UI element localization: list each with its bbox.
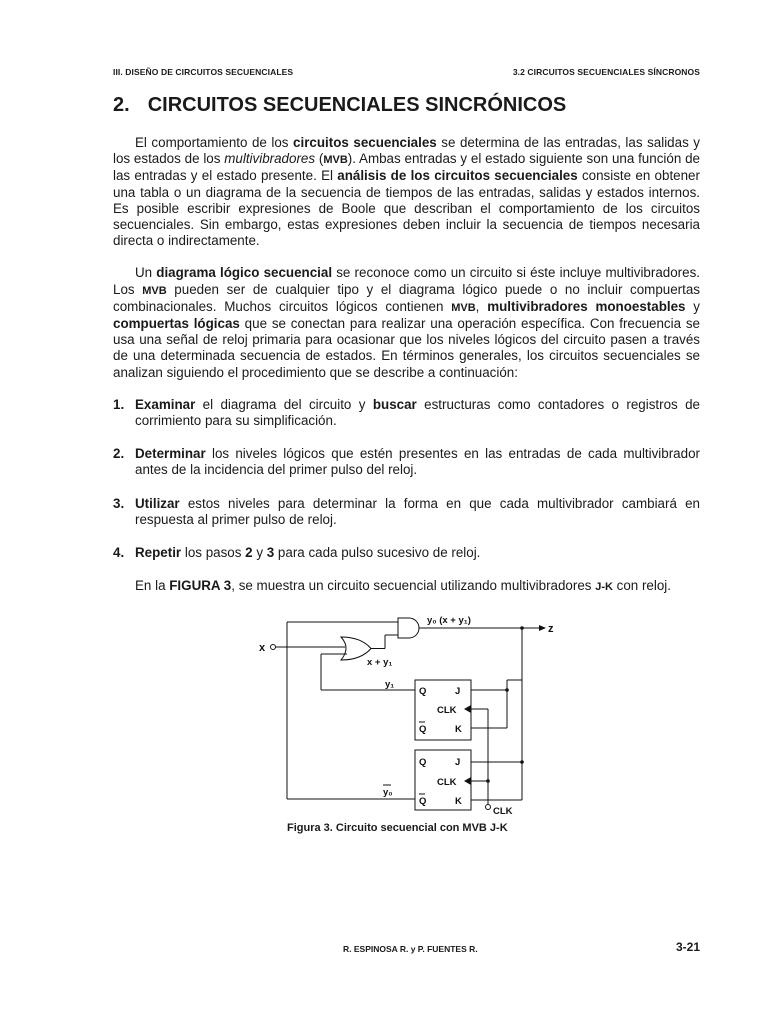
ff2-k: K [455,796,462,807]
step-1: 1. Examinar el diagrama del circuito y buscar estructuras como contadores o registros de corrimiento para su simplificación. [113,396,700,429]
ff1-qbar: Q [419,724,427,735]
output-z-label: z [548,623,554,635]
and-gate [398,618,419,638]
circuit-diagram [255,610,565,822]
y1-label: y₁ [385,679,395,690]
ff1-q: Q [419,686,427,697]
step-2: 2. Determinar los niveles lógicos que estén presentes en las entradas de cada multivibrador antes de la incidencia del primer pulso del reloj. [113,446,700,478]
page-number: 3-21 [675,940,700,954]
running-header-right: 3.2 CIRCUITOS SECUENCIALES SÍNCRONOS [512,67,700,77]
body-text [113,135,700,595]
ff1-clk: CLK [437,705,457,716]
paragraph-2: Un diagrama lógico secuencial se reconoce como un circuito si éste incluye multivibradores. Los MVB pueden ser de cualquier tipo y el diagrama lógico puede o no incluir compuertas combinacionales. Muchos circuitos lógicos contienen MVB, multivibradores monoestables y compuertas lógicas que se conectan para realizar una operación específica. Con frecuencia se usa una señal de reloj primaria para ocasionar que los niveles lógicos del circuito pasen a través de una determinada secuencia de estados. En términos generales, los circuitos secuenciales se analizan siguiendo el procedimiento que se describe a continuación: [113,265,700,380]
section-number: 2. [113,94,130,116]
clk-input-label: CLK [493,806,513,817]
paragraph-1: El comportamiento de los circuitos secuenciales se determina de las entradas, las salidas y los estados de los multivibradores (MVB). Ambas entradas y el estado siguiente son una función de las entradas y el estado presente. El análisis de los circuitos secuenciales consiste en obtener una tabla o un diagrama de la secuencia de tiempos de las entradas, salidas y estados internos. Es posible escribir expresiones de Boole que describan el comportamiento de los circuitos secuenciales. Sin embargo, estas expresiones deben incluir la secuencia de tiempos necesaria directa o indirectamente. [113,135,700,249]
section-title-text: CIRCUITOS SECUENCIALES SINCRÓNICOS [147,94,567,116]
ff2-qbar: Q [419,796,427,807]
ff2-q: Q [419,757,427,768]
y0-label: y₀ [383,787,393,798]
clk-input-terminal [486,805,491,810]
step-3: 3. Utilizar estos niveles para determinar la forma en que cada multivibrador cambiará en respuesta al primer pulso de reloj. [113,495,700,527]
or-output-label: x + y₁ [367,657,393,668]
ff1-j: J [455,686,461,697]
and-output-label: y₀ (x + y₁) [427,615,471,626]
running-header-left: III. DISEÑO DE CIRCUITOS SECUENCIALES [113,67,294,77]
ff2-j: J [455,757,461,768]
ff1-k: K [455,724,462,735]
figure-caption: Figura 3. Circuito secuencial con MVB J-K [287,822,508,834]
input-x-terminal [271,645,276,650]
ff2-clk: CLK [437,777,457,788]
input-x-label: x [259,642,266,654]
figure-intro: En la FIGURA 3, se muestra un circuito secuencial utilizando multivibradores J-K con reloj. [135,578,671,594]
step-4: 4. Repetir los pasos 2 y 3 para cada pulso sucesivo de reloj. [113,545,481,561]
footer-authors: R. ESPINOSA R. y P. FUENTES R. [343,944,478,954]
section-title [113,94,566,117]
